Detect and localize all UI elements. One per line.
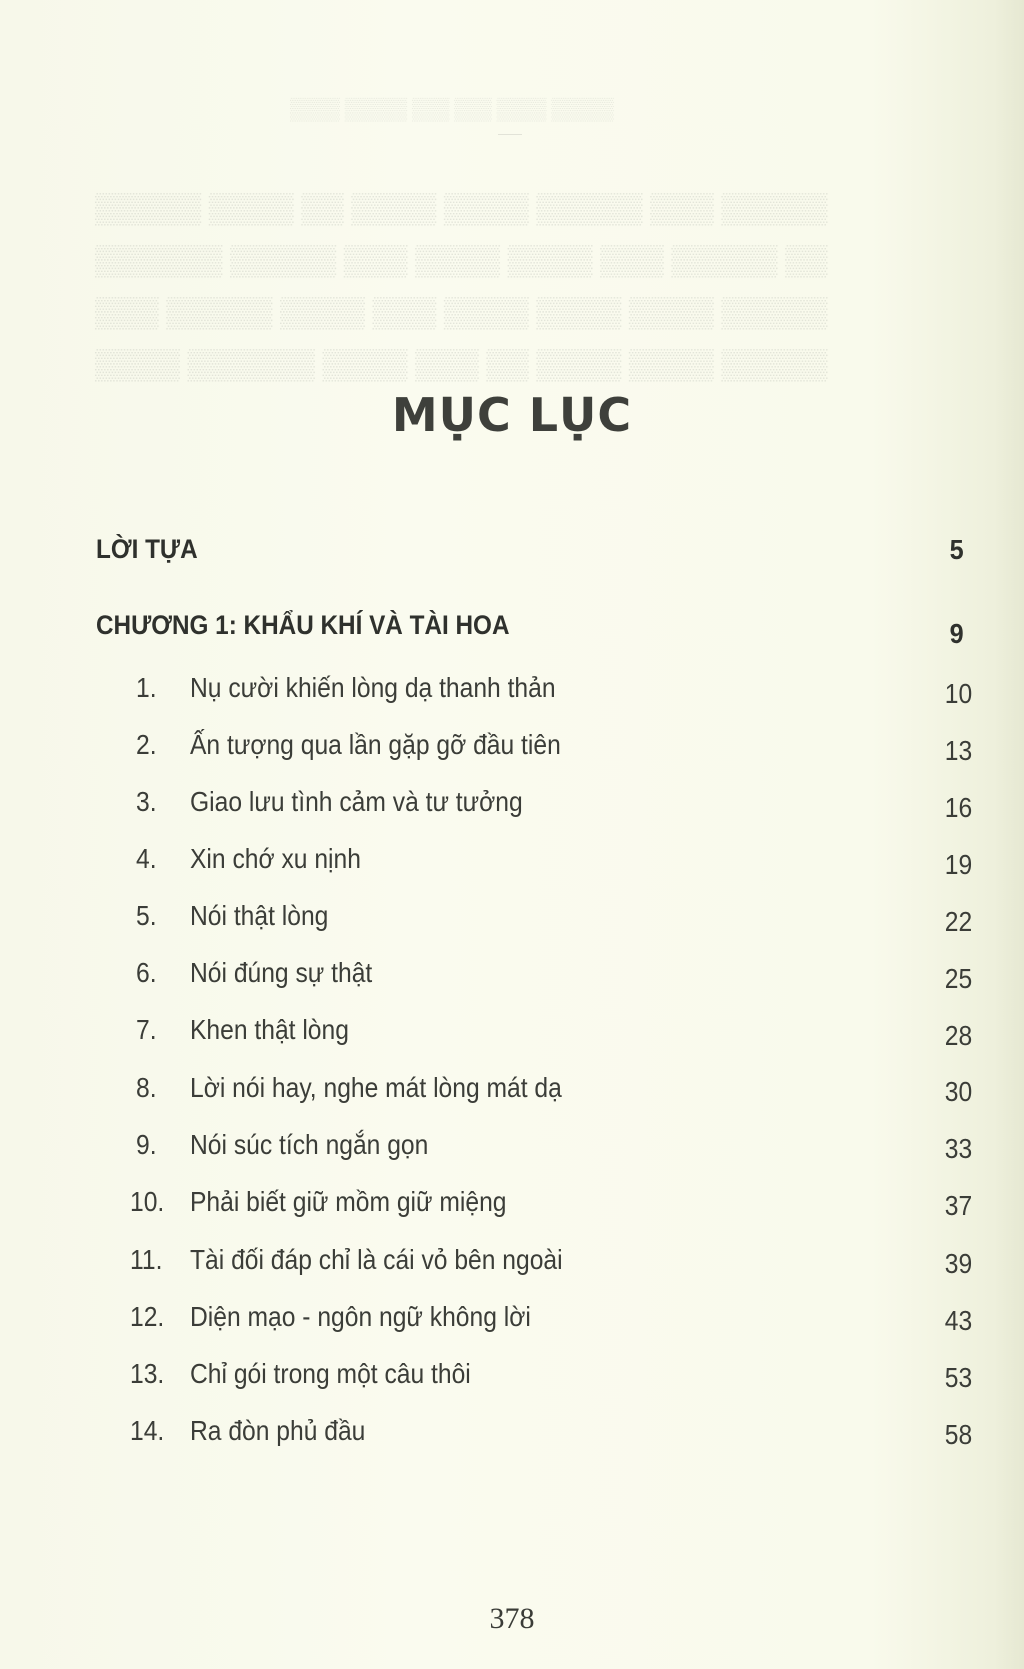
show-through-line: ▒▒▒▒▒▒ ▒▒▒▒▒ ▒▒▒ ▒▒▒▒ ▒▒▒▒ ▒▒▒ ▒▒▒▒▒ ▒▒ <box>95 244 828 277</box>
toc-entry <box>136 729 972 769</box>
entry-number: 6. <box>136 957 157 988</box>
entry-page: 22 <box>944 906 972 937</box>
entry-number: 1. <box>136 672 157 703</box>
toc-entry <box>130 1415 972 1455</box>
entry-number: 8. <box>136 1072 157 1103</box>
entry-number: 4. <box>136 843 157 874</box>
entry-page: 33 <box>944 1133 972 1164</box>
entry-page: 28 <box>944 1020 972 1051</box>
page-number: 378 <box>489 1602 535 1635</box>
toc-entry <box>136 900 972 940</box>
entry-title: Nói súc tích ngắn gọn <box>190 1129 429 1160</box>
entry-page: 39 <box>944 1248 972 1279</box>
entry-title: Nụ cười khiến lòng dạ thanh thản <box>190 672 556 703</box>
toc-entry <box>130 1301 972 1341</box>
entry-title: Nói đúng sự thật <box>190 957 373 988</box>
toc-entry <box>130 1244 972 1284</box>
toc-entry <box>136 843 972 883</box>
entry-number: 5. <box>136 900 157 931</box>
toc-entry <box>136 1072 972 1112</box>
toc-entry <box>136 1129 972 1169</box>
show-through-line: ▒▒▒▒▒ ▒▒▒▒ ▒▒ ▒▒▒▒ ▒▒▒▒ ▒▒▒▒▒ ▒▒▒ ▒▒▒▒▒ <box>95 192 828 225</box>
show-through-line: ▒▒▒ ▒▒▒▒▒ ▒▒▒▒ ▒▒▒ ▒▒▒▒ ▒▒▒▒ ▒▒▒▒ ▒▒▒▒▒ <box>95 296 828 329</box>
entry-title: Xin chớ xu nịnh <box>190 843 361 874</box>
toc-entry <box>130 1186 972 1226</box>
entry-title: Giao lưu tình cảm và tư tưởng <box>190 786 523 817</box>
entry-title: Nói thật lòng <box>190 900 329 931</box>
entry-number: 2. <box>136 729 157 760</box>
toc-entry <box>130 1358 972 1398</box>
toc-entry <box>136 957 972 997</box>
entry-title: Lời nói hay, nghe mát lòng mát dạ <box>190 1072 562 1103</box>
entry-number: 12. <box>130 1301 165 1332</box>
entry-page: 43 <box>944 1305 972 1336</box>
section-label: CHƯƠNG 1: KHẨU KHÍ VÀ TÀI HOA <box>96 610 510 640</box>
entry-number: 14. <box>130 1415 165 1446</box>
entry-title: Phải biết giữ mồm giữ miệng <box>190 1186 507 1217</box>
entry-page: 30 <box>944 1076 972 1107</box>
entry-page: 58 <box>944 1419 972 1450</box>
show-through-running-header: ▒▒▒▒ ▒▒▒▒▒ ▒▒▒ ▒▒▒ ▒▒▒▒ ▒▒▒▒▒ <box>290 96 614 121</box>
show-through-line: ▒▒▒▒ ▒▒▒▒▒▒ ▒▒▒▒ ▒▒▒ ▒▒ ▒▒▒▒ ▒▒▒▒ ▒▒▒▒▒ <box>95 348 828 381</box>
entry-page: 16 <box>944 792 972 823</box>
entry-title: Diện mạo - ngôn ngữ không lời <box>190 1301 531 1332</box>
entry-title: Ra đòn phủ đầu <box>190 1415 366 1446</box>
entry-number: 3. <box>136 786 157 817</box>
entry-number: 13. <box>130 1358 165 1389</box>
section-label: LỜI TỰA <box>96 534 198 564</box>
entry-number: 10. <box>130 1186 165 1217</box>
entry-title: Khen thật lòng <box>190 1014 349 1045</box>
entry-page: 10 <box>944 678 972 709</box>
entry-title: Ấn tượng qua lần gặp gỡ đầu tiên <box>190 729 561 760</box>
entry-number: 9. <box>136 1129 157 1160</box>
show-through-rule <box>498 134 522 135</box>
entry-page: 53 <box>944 1362 972 1393</box>
section-page: 9 <box>949 618 964 649</box>
entry-page: 13 <box>944 735 972 766</box>
toc-entry <box>136 786 972 826</box>
entry-page: 19 <box>944 849 972 880</box>
section-page: 5 <box>949 534 964 565</box>
toc-entry <box>136 1014 972 1054</box>
entry-title: Chỉ gói trong một câu thôi <box>190 1358 471 1389</box>
entry-title: Tài đối đáp chỉ là cái vỏ bên ngoài <box>190 1244 563 1275</box>
entry-page: 37 <box>944 1190 972 1221</box>
entry-number: 11. <box>130 1244 163 1275</box>
entry-page: 25 <box>944 963 972 994</box>
toc-entry <box>136 672 972 712</box>
entry-number: 7. <box>136 1014 157 1045</box>
toc-title: MỤC LỤC <box>391 388 633 442</box>
